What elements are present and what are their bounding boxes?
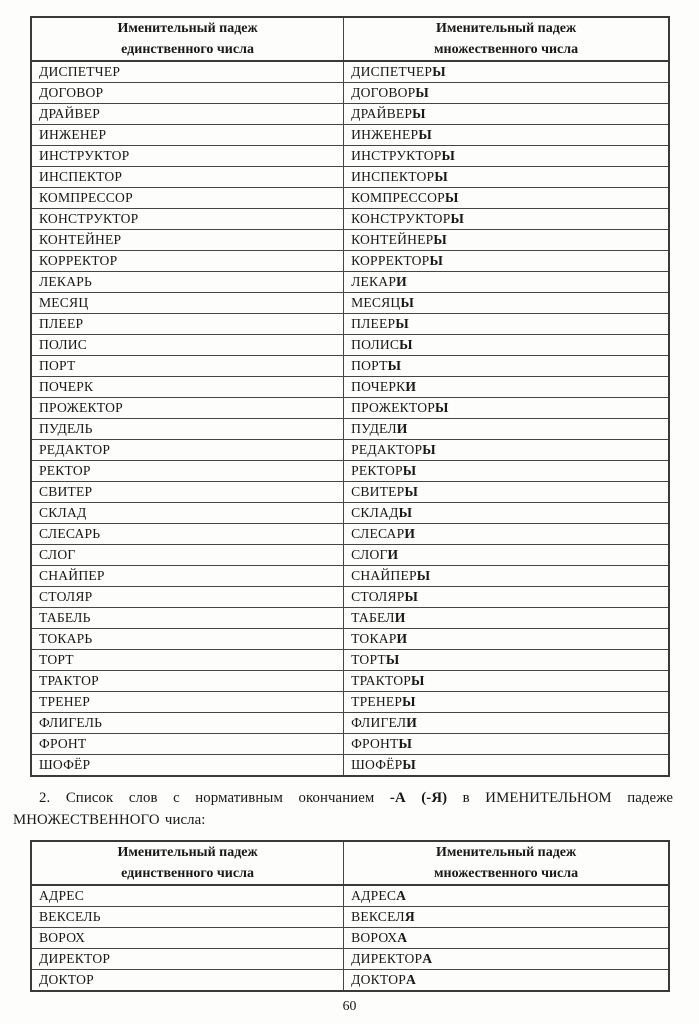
plural-word-cell: [344, 503, 669, 524]
intro-text-start: 2. Список слов с нормативным окончанием: [39, 790, 390, 806]
singular-word-cell: КОРРЕКТОР: [31, 251, 344, 272]
singular-word-cell: СВИТЕР: [31, 482, 344, 503]
table-row: [31, 461, 669, 482]
plural-ending: Ы: [415, 85, 429, 100]
header-plural-line-2: множественного числа: [433, 42, 579, 57]
noun-table-y-i-endings: [30, 16, 670, 777]
singular-word-cell: ПЛЕЕР: [31, 314, 344, 335]
table-row: [31, 885, 669, 907]
singular-word-cell: ТОРТ: [31, 650, 344, 671]
plural-stem: ПРОЖЕКТОР: [351, 400, 435, 415]
table-row: [31, 650, 669, 671]
plural-ending: И: [405, 379, 417, 394]
plural-stem: СВИТЕР: [351, 484, 405, 499]
plural-word-cell: [344, 482, 669, 503]
plural-word-cell: [344, 419, 669, 440]
plural-ending: Ы: [400, 295, 415, 310]
plural-ending: Ы: [411, 673, 425, 688]
table-row: [31, 907, 669, 928]
plural-stem: ПОЧЕРК: [351, 379, 406, 394]
singular-word-cell: РЕДАКТОР: [31, 440, 344, 461]
plural-ending: И: [396, 421, 408, 436]
table-row: [31, 377, 669, 398]
plural-word-cell: [344, 692, 669, 713]
plural-stem: ВОРОХ: [351, 930, 398, 945]
plural-stem: КОНСТРУКТОР: [351, 211, 451, 226]
plural-ending: Ы: [398, 736, 413, 751]
table-header-row: [31, 17, 669, 61]
plural-ending: Ы: [434, 169, 448, 184]
plural-stem: ТАБЕЛ: [351, 610, 395, 625]
table-row: [31, 713, 669, 734]
plural-ending: Ы: [402, 463, 417, 478]
plural-stem: СТОЛЯР: [351, 589, 405, 604]
plural-ending: Ы: [444, 190, 459, 205]
plural-stem: АДРЕС: [351, 888, 397, 903]
table-row: [31, 970, 669, 992]
plural-stem: ТОКАР: [351, 631, 397, 646]
singular-word-cell: ТРАКТОР: [31, 671, 344, 692]
plural-word-cell: [344, 104, 669, 125]
plural-ending: Ы: [433, 232, 447, 247]
plural-ending: Ы: [404, 484, 418, 499]
plural-stem: ИНЖЕНЕР: [351, 127, 419, 142]
plural-stem: РЕДАКТОР: [351, 442, 423, 457]
plural-stem: СКЛАД: [351, 505, 399, 520]
singular-word-cell: ИНСПЕКТОР: [31, 167, 344, 188]
plural-stem: КОМПРЕССОР: [351, 190, 445, 205]
header-singular-line-2: единственного числа: [121, 42, 254, 57]
table-row: [31, 167, 669, 188]
singular-word-cell: ФРОНТ: [31, 734, 344, 755]
plural-word-cell: [344, 209, 669, 230]
plural-stem: ВЕКСЕЛ: [351, 909, 405, 924]
plural-ending: Ы: [422, 442, 436, 457]
plural-word-cell: [344, 314, 669, 335]
table-header-row: [31, 841, 669, 885]
table-row: [31, 734, 669, 755]
plural-ending: Ы: [399, 337, 413, 352]
plural-word-cell: [344, 713, 669, 734]
plural-ending: Ы: [395, 316, 409, 331]
table-row: [31, 251, 669, 272]
singular-word-cell: СТОЛЯР: [31, 587, 344, 608]
table-row: [31, 545, 669, 566]
plural-stem: КОРРЕКТОР: [351, 253, 430, 268]
header-singular-line-1: Именительный падеж: [117, 21, 258, 36]
table-row: [31, 314, 669, 335]
plural-ending: И: [406, 715, 418, 730]
plural-stem: ФЛИГЕЛ: [351, 715, 407, 730]
table-row: [31, 419, 669, 440]
singular-word-cell: АДРЕС: [31, 885, 344, 907]
singular-word-cell: ДИРЕКТОР: [31, 949, 344, 970]
table-row: [31, 83, 669, 104]
plural-word-cell: [344, 377, 669, 398]
table-row: [31, 692, 669, 713]
table-row: [31, 209, 669, 230]
plural-ending: Ы: [402, 694, 416, 709]
table-row: [31, 949, 669, 970]
plural-ending: И: [394, 610, 406, 625]
section-2-intro-paragraph: [13, 788, 673, 831]
plural-ending: Ы: [412, 106, 426, 121]
singular-word-cell: ИНЖЕНЕР: [31, 125, 344, 146]
plural-stem: ФРОНТ: [351, 736, 399, 751]
plural-ending: А: [422, 951, 433, 966]
singular-word-cell: ВОРОХ: [31, 928, 344, 949]
plural-stem: ИНСТРУКТОР: [351, 148, 442, 163]
table-row: [31, 928, 669, 949]
plural-word-cell: [344, 545, 669, 566]
plural-word-cell: [344, 885, 669, 907]
plural-word-cell: [344, 398, 669, 419]
header-plural-case: [344, 17, 669, 61]
plural-ending: А: [397, 930, 408, 945]
plural-word-cell: [344, 671, 669, 692]
header-plural-case: [344, 841, 669, 885]
plural-word-cell: [344, 650, 669, 671]
plural-stem: ДИРЕКТОР: [351, 951, 423, 966]
singular-word-cell: СКЛАД: [31, 503, 344, 524]
plural-ending: Ы: [402, 757, 416, 772]
singular-word-cell: ПОЛИС: [31, 335, 344, 356]
singular-word-cell: ТОКАРЬ: [31, 629, 344, 650]
plural-stem: СЛЕСАР: [351, 526, 405, 541]
plural-stem: МЕСЯЦ: [351, 295, 401, 310]
plural-stem: ДИСПЕТЧЕР: [351, 64, 433, 79]
plural-word-cell: [344, 167, 669, 188]
table-row: [31, 566, 669, 587]
plural-stem: ЛЕКАР: [351, 274, 397, 289]
table-row: [31, 146, 669, 167]
plural-stem: ДОГОВОР: [351, 85, 416, 100]
singular-word-cell: ДИСПЕТЧЕР: [31, 61, 344, 83]
plural-word-cell: [344, 230, 669, 251]
table-row: [31, 503, 669, 524]
plural-ending: И: [396, 631, 408, 646]
singular-word-cell: СЛЕСАРЬ: [31, 524, 344, 545]
plural-stem: СНАЙПЕР: [351, 568, 417, 583]
plural-word-cell: [344, 608, 669, 629]
plural-word-cell: [344, 755, 669, 777]
plural-ending: Ы: [385, 652, 400, 667]
plural-ending: И: [396, 274, 407, 289]
table-row: [31, 272, 669, 293]
singular-word-cell: КОМПРЕССОР: [31, 188, 344, 209]
table-row: [31, 398, 669, 419]
header-singular-line-2: единственного числа: [121, 866, 254, 881]
header-plural-line-1: Именительный падеж: [435, 21, 577, 36]
plural-word-cell: [344, 146, 669, 167]
table-row: [31, 629, 669, 650]
singular-word-cell: ЛЕКАРЬ: [31, 272, 344, 293]
singular-word-cell: КОНТЕЙНЕР: [31, 230, 344, 251]
table-row: [31, 125, 669, 146]
plural-stem: ПУДЕЛ: [351, 421, 397, 436]
plural-word-cell: [344, 61, 669, 83]
singular-word-cell: ПУДЕЛЬ: [31, 419, 344, 440]
table-row: [31, 188, 669, 209]
plural-word-cell: [344, 188, 669, 209]
header-singular-case: [31, 17, 344, 61]
plural-stem: СЛОГ: [351, 547, 388, 562]
singular-word-cell: ПОЧЕРК: [31, 377, 344, 398]
plural-word-cell: [344, 440, 669, 461]
plural-ending: И: [387, 547, 399, 562]
singular-word-cell: ПРОЖЕКТОР: [31, 398, 344, 419]
table-row: [31, 356, 669, 377]
plural-stem: ПЛЕЕР: [351, 316, 396, 331]
plural-stem: ДРАЙВЕР: [351, 106, 413, 121]
plural-stem: ИНСПЕКТОР: [351, 169, 435, 184]
plural-word-cell: [344, 949, 669, 970]
plural-ending: Ы: [450, 211, 465, 226]
plural-ending: Ы: [434, 400, 449, 415]
plural-stem: ДОКТОР: [351, 972, 406, 987]
singular-word-cell: ДОКТОР: [31, 970, 344, 992]
plural-word-cell: [344, 356, 669, 377]
intro-ending-highlight: -А (-Я): [389, 790, 448, 806]
table-row: [31, 755, 669, 777]
plural-word-cell: [344, 629, 669, 650]
header-plural-line-1: Именительный падеж: [435, 845, 577, 860]
plural-word-cell: [344, 251, 669, 272]
plural-ending: А: [396, 888, 407, 903]
plural-word-cell: [344, 83, 669, 104]
plural-ending: Ы: [398, 505, 413, 520]
intro-text-end: в ИМЕНИТЕЛЬНОМ падеже МНОЖЕСТВЕННОГО числа:: [13, 790, 673, 828]
plural-word-cell: [344, 125, 669, 146]
plural-ending: Я: [404, 909, 415, 924]
singular-word-cell: ТРЕНЕР: [31, 692, 344, 713]
plural-stem: ПОРТ: [351, 358, 388, 373]
plural-stem: КОНТЕЙНЕР: [351, 232, 434, 247]
plural-word-cell: [344, 734, 669, 755]
table-row: [31, 230, 669, 251]
plural-stem: ШОФЁР: [351, 757, 403, 772]
singular-word-cell: ДОГОВОР: [31, 83, 344, 104]
plural-stem: ТРЕНЕР: [351, 694, 403, 709]
plural-word-cell: [344, 566, 669, 587]
plural-ending: Ы: [429, 253, 444, 268]
plural-word-cell: [344, 335, 669, 356]
header-plural-line-2: множественного числа: [433, 866, 579, 881]
plural-ending: И: [404, 526, 416, 541]
table-row: [31, 587, 669, 608]
singular-word-cell: ШОФЁР: [31, 755, 344, 777]
plural-ending: Ы: [418, 127, 432, 142]
singular-word-cell: СНАЙПЕР: [31, 566, 344, 587]
plural-word-cell: [344, 272, 669, 293]
singular-word-cell: СЛОГ: [31, 545, 344, 566]
table-row: [31, 671, 669, 692]
table-row: [31, 104, 669, 125]
plural-word-cell: [344, 907, 669, 928]
singular-word-cell: ПОРТ: [31, 356, 344, 377]
plural-ending: Ы: [387, 358, 402, 373]
plural-word-cell: [344, 293, 669, 314]
plural-word-cell: [344, 970, 669, 992]
table-row: [31, 482, 669, 503]
plural-ending: Ы: [441, 148, 456, 163]
singular-word-cell: ФЛИГЕЛЬ: [31, 713, 344, 734]
plural-stem: ПОЛИС: [351, 337, 400, 352]
table-row: [31, 524, 669, 545]
plural-stem: РЕКТОР: [351, 463, 403, 478]
plural-ending: Ы: [432, 64, 446, 79]
singular-word-cell: ТАБЕЛЬ: [31, 608, 344, 629]
singular-word-cell: РЕКТОР: [31, 461, 344, 482]
table-row: [31, 440, 669, 461]
noun-table-a-ya-endings: [30, 840, 670, 992]
singular-word-cell: ИНСТРУКТОР: [31, 146, 344, 167]
plural-word-cell: [344, 461, 669, 482]
page-number: 60: [342, 998, 357, 1013]
singular-word-cell: МЕСЯЦ: [31, 293, 344, 314]
table-row: [31, 293, 669, 314]
table-row: [31, 335, 669, 356]
plural-word-cell: [344, 587, 669, 608]
plural-word-cell: [344, 524, 669, 545]
singular-word-cell: ДРАЙВЕР: [31, 104, 344, 125]
plural-stem: ТРАКТОР: [351, 673, 412, 688]
table-row: [31, 608, 669, 629]
singular-word-cell: ВЕКСЕЛЬ: [31, 907, 344, 928]
plural-stem: ТОРТ: [351, 652, 386, 667]
singular-word-cell: КОНСТРУКТОР: [31, 209, 344, 230]
plural-word-cell: [344, 928, 669, 949]
header-singular-case: [31, 841, 344, 885]
table-row: [31, 61, 669, 83]
plural-ending: Ы: [416, 568, 431, 583]
header-singular-line-1: Именительный падеж: [117, 845, 258, 860]
plural-ending: А: [405, 972, 416, 987]
plural-ending: Ы: [404, 589, 419, 604]
